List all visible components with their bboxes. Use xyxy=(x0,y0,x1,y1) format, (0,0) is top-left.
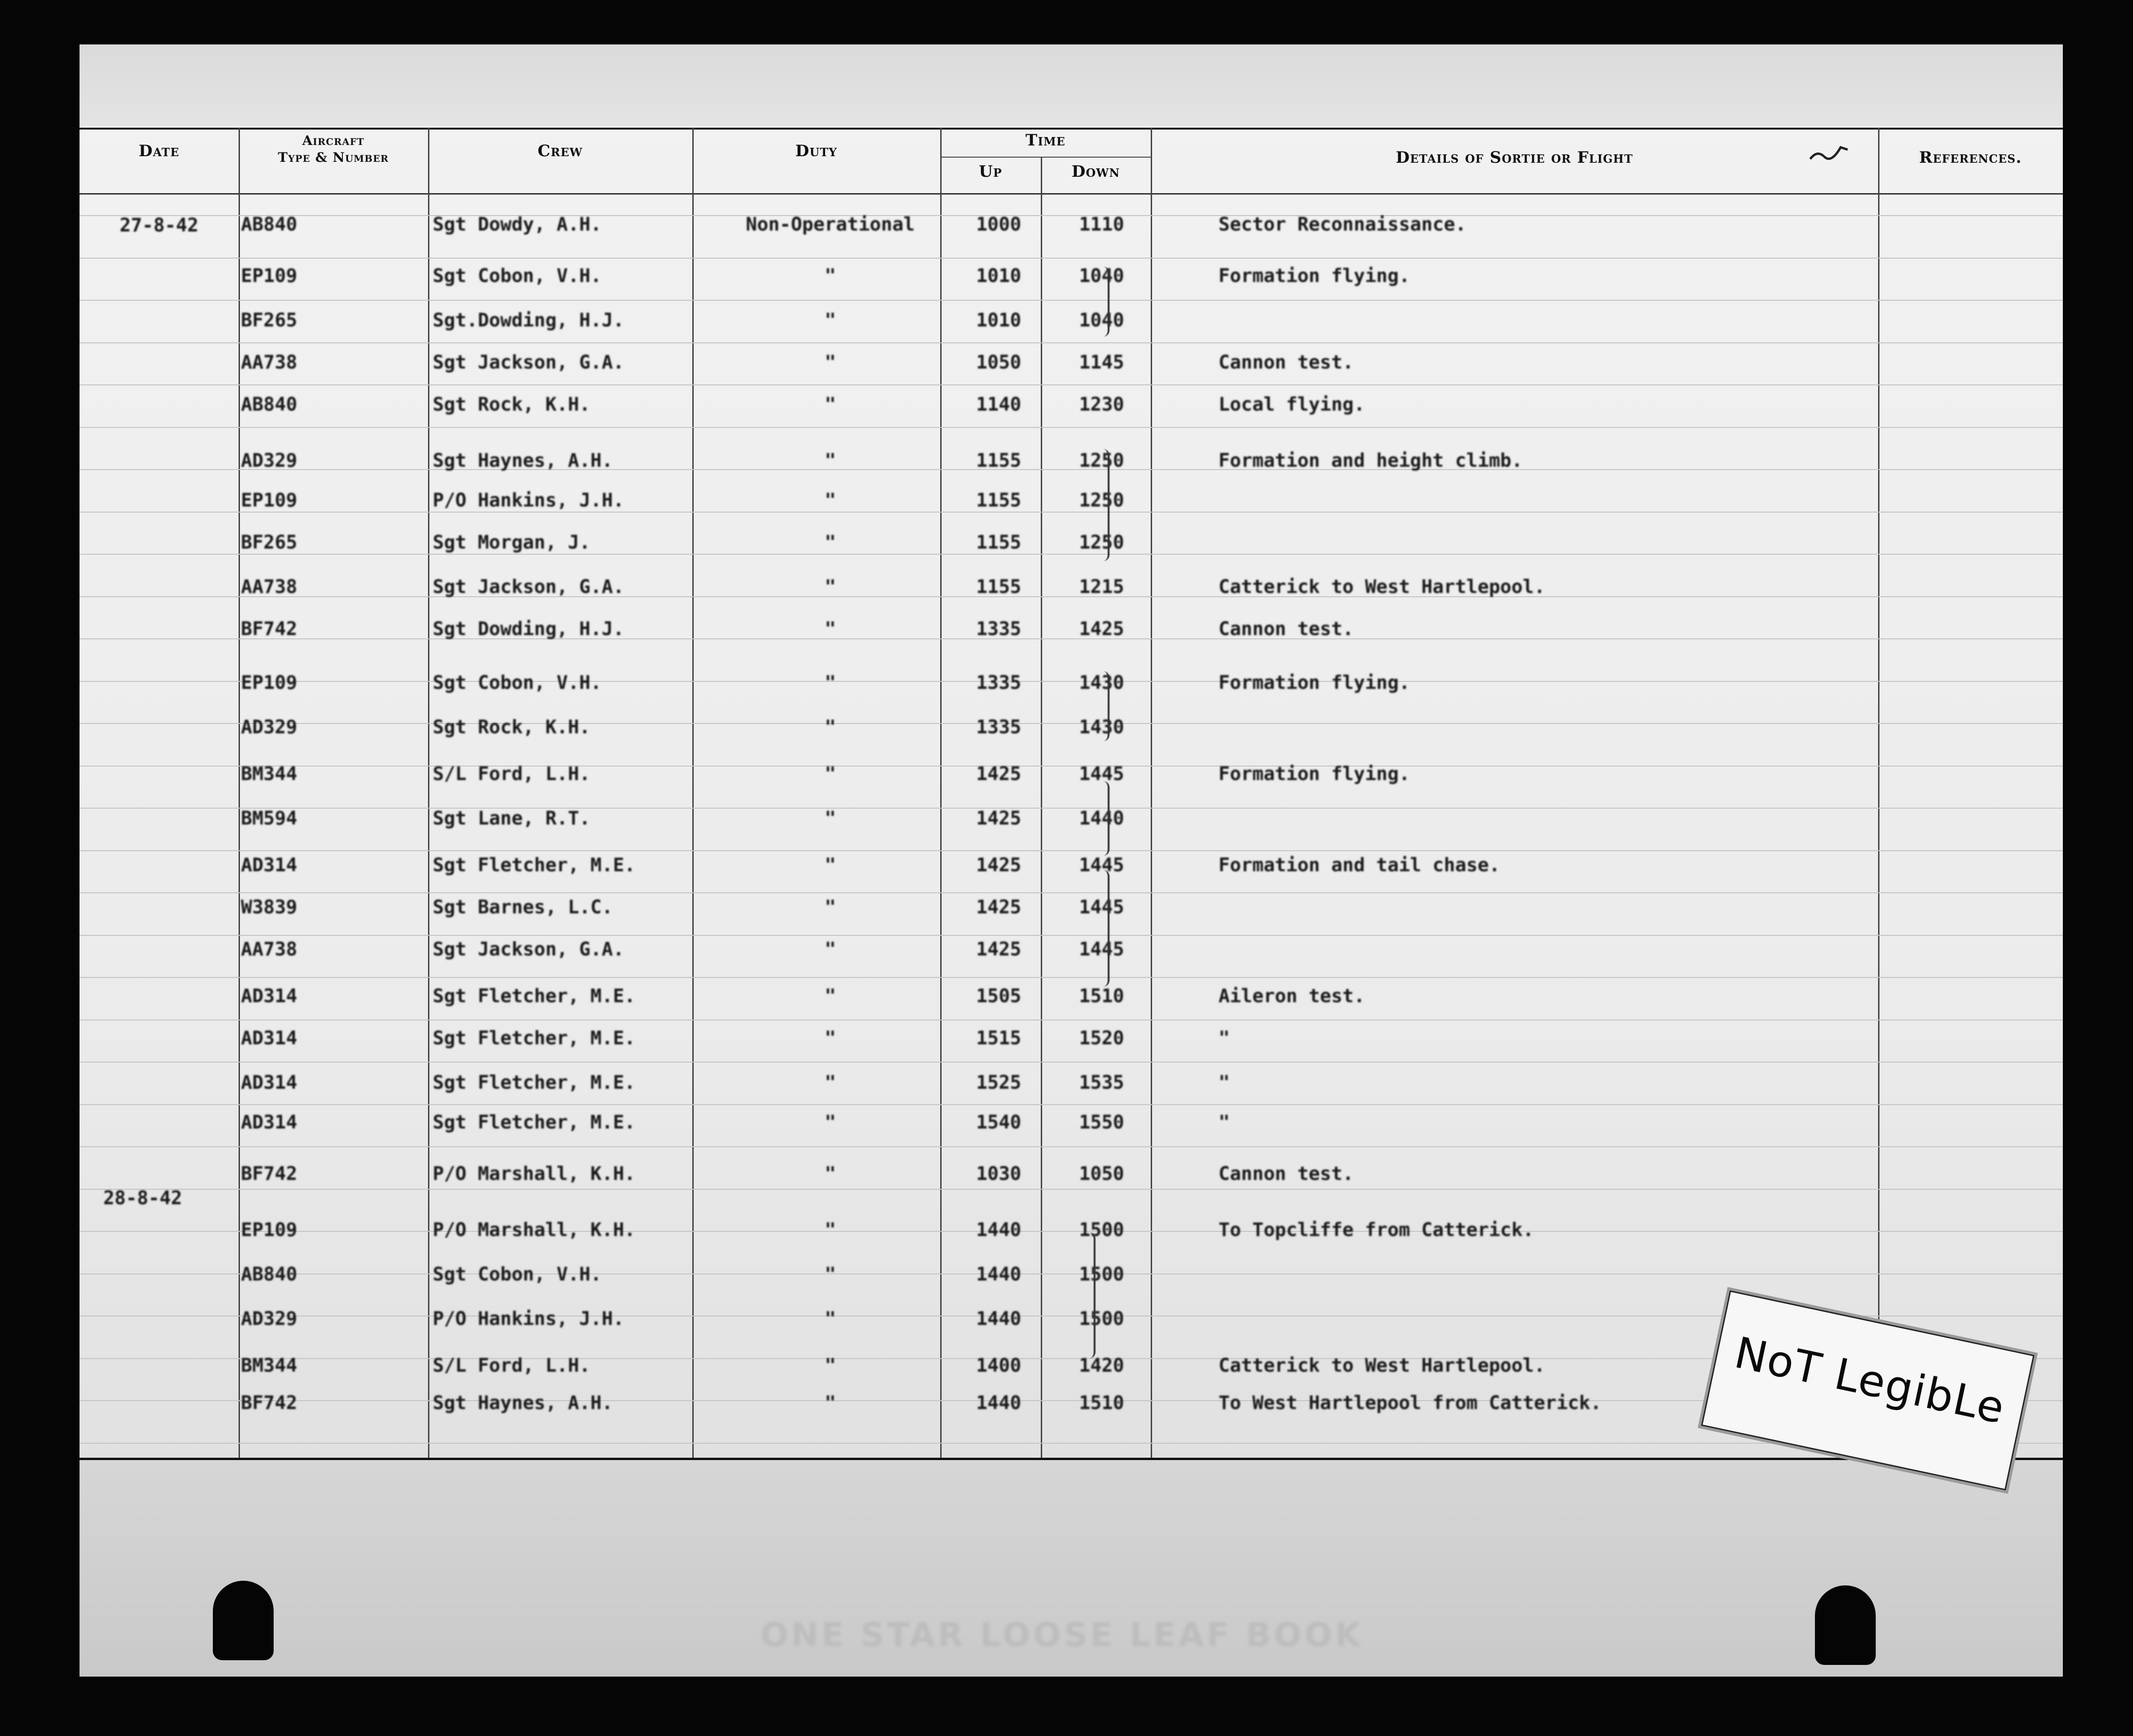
aircraft-cell: BM344 xyxy=(241,1355,297,1376)
time-up-cell: 1050 xyxy=(976,352,1022,373)
time-up-cell: 1000 xyxy=(976,214,1022,235)
time-down-cell: 1510 xyxy=(1079,985,1125,1007)
row-line xyxy=(80,384,2063,385)
time-down-cell: 1430 xyxy=(1079,672,1125,694)
duty-cell: " xyxy=(824,985,836,1007)
duty-cell: " xyxy=(824,1219,836,1241)
duty-cell: " xyxy=(824,310,836,331)
details-cell: Local flying. xyxy=(1219,394,1365,415)
aircraft-cell: BF742 xyxy=(241,1163,297,1185)
time-down-cell: 1250 xyxy=(1079,490,1125,511)
crew-cell: Sgt.Dowding, H.J. xyxy=(433,310,624,331)
crew-cell: Sgt Fletcher, M.E. xyxy=(433,1112,636,1133)
time-down-cell: 1420 xyxy=(1079,1355,1125,1376)
time-up-cell: 1515 xyxy=(976,1027,1022,1049)
crew-cell: Sgt Dowdy, A.H. xyxy=(433,214,602,235)
duty-cell: " xyxy=(824,1264,836,1285)
aircraft-cell: BF265 xyxy=(241,310,297,331)
date-cell: 27-8-42 xyxy=(119,215,199,236)
duty-cell: " xyxy=(824,265,836,287)
time-up-cell: 1525 xyxy=(976,1072,1022,1093)
aircraft-cell: EP109 xyxy=(241,490,297,511)
group-brace xyxy=(1099,267,1110,337)
header-up: Up xyxy=(979,162,1002,181)
time-up-cell: 1335 xyxy=(976,672,1022,694)
details-cell: Formation flying. xyxy=(1219,672,1410,694)
col-rule-details xyxy=(1878,128,1879,1459)
time-up-cell: 1440 xyxy=(976,1219,1022,1241)
time-up-cell: 1425 xyxy=(976,897,1022,918)
aircraft-cell: EP109 xyxy=(241,1219,297,1241)
row-line xyxy=(80,1443,2063,1444)
duty-cell: " xyxy=(824,1392,836,1414)
header-duty: Duty xyxy=(795,142,837,160)
crew-cell: Sgt Morgan, J. xyxy=(433,532,591,553)
header-crew: Crew xyxy=(537,142,583,160)
time-up-cell: 1440 xyxy=(976,1264,1022,1285)
group-brace xyxy=(1085,1232,1096,1359)
row-line xyxy=(80,342,2063,343)
time-up-cell: 1335 xyxy=(976,618,1022,640)
details-cell: Cannon test. xyxy=(1219,352,1354,373)
aircraft-cell: AD314 xyxy=(241,1072,297,1093)
row-line xyxy=(80,258,2063,259)
time-up-cell: 1425 xyxy=(976,939,1022,960)
time-up-cell: 1440 xyxy=(976,1392,1022,1414)
aircraft-cell: AD314 xyxy=(241,985,297,1007)
crew-cell: Sgt Rock, K.H. xyxy=(433,716,591,738)
row-line xyxy=(80,1189,2063,1190)
row-line xyxy=(80,850,2063,851)
aircraft-cell: AD329 xyxy=(241,450,297,471)
header-time: Time xyxy=(1025,131,1066,150)
time-up-cell: 1010 xyxy=(976,310,1022,331)
header-references: References. xyxy=(1919,148,2022,167)
aircraft-cell: BF742 xyxy=(241,618,297,640)
duty-cell: " xyxy=(824,672,836,694)
row-line xyxy=(80,1146,2063,1147)
crew-cell: Sgt Jackson, G.A. xyxy=(433,939,624,960)
aircraft-cell: EP109 xyxy=(241,265,297,287)
time-up-cell: 1505 xyxy=(976,985,1022,1007)
time-up-cell: 1155 xyxy=(976,532,1022,553)
duty-cell: " xyxy=(824,352,836,373)
time-down-cell: 1445 xyxy=(1079,763,1125,785)
time-down-cell: 1440 xyxy=(1079,808,1125,829)
crew-cell: Sgt Jackson, G.A. xyxy=(433,576,624,598)
time-down-cell: 1500 xyxy=(1079,1219,1125,1241)
details-cell: Catterick to West Hartlepool. xyxy=(1219,576,1545,598)
time-down-cell: 1250 xyxy=(1079,450,1125,471)
crew-cell: Sgt Lane, R.T. xyxy=(433,808,591,829)
details-cell: To West Hartlepool from Catterick. xyxy=(1219,1392,1602,1414)
aircraft-cell: AB840 xyxy=(241,394,297,415)
duty-cell: " xyxy=(824,716,836,738)
duty-cell: " xyxy=(824,490,836,511)
time-up-cell: 1155 xyxy=(976,490,1022,511)
duty-cell: " xyxy=(824,1112,836,1133)
aircraft-cell: AD314 xyxy=(241,1112,297,1133)
crew-cell: Sgt Rock, K.H. xyxy=(433,394,591,415)
row-line xyxy=(80,977,2063,978)
crew-cell: P/O Marshall, K.H. xyxy=(433,1163,636,1185)
row-line xyxy=(80,935,2063,936)
time-down-cell: 1500 xyxy=(1079,1308,1125,1330)
date-cell: 28-8-42 xyxy=(103,1187,182,1209)
time-down-cell: 1040 xyxy=(1079,265,1125,287)
duty-cell: " xyxy=(824,1355,836,1376)
col-rule-date xyxy=(239,128,240,1459)
crew-cell: P/O Hankins, J.H. xyxy=(433,1308,624,1330)
details-cell: " xyxy=(1219,1072,1230,1093)
time-up-cell: 1425 xyxy=(976,808,1022,829)
duty-cell: Non-Operational xyxy=(746,214,915,235)
time-down-cell: 1445 xyxy=(1079,854,1125,876)
time-down-cell: 1445 xyxy=(1079,939,1125,960)
aircraft-cell: AD329 xyxy=(241,1308,297,1330)
table-bottom-rule xyxy=(80,1458,2063,1460)
check-mark-icon xyxy=(1808,140,1850,164)
header-down: Down xyxy=(1071,162,1120,181)
time-up-cell: 1010 xyxy=(976,265,1022,287)
time-up-cell: 1155 xyxy=(976,450,1022,471)
time-down-cell: 1230 xyxy=(1079,394,1125,415)
time-subheader-rule xyxy=(940,157,1151,158)
time-down-cell: 1050 xyxy=(1079,1163,1125,1185)
footer-imprint: ONE STAR LOOSE LEAF BOOK xyxy=(760,1616,1364,1654)
time-down-cell: 1445 xyxy=(1079,897,1125,918)
details-cell: Sector Reconnaissance. xyxy=(1219,214,1466,235)
aircraft-cell: BF265 xyxy=(241,532,297,553)
aircraft-cell: AA738 xyxy=(241,576,297,598)
duty-cell: " xyxy=(824,576,836,598)
details-cell: Catterick to West Hartlepool. xyxy=(1219,1355,1545,1376)
crew-cell: Sgt Jackson, G.A. xyxy=(433,352,624,373)
aircraft-cell: AD314 xyxy=(241,854,297,876)
crew-cell: Sgt Cobon, V.H. xyxy=(433,265,602,287)
time-down-cell: 1550 xyxy=(1079,1112,1125,1133)
aircraft-cell: EP109 xyxy=(241,672,297,694)
aircraft-cell: AA738 xyxy=(241,939,297,960)
time-down-cell: 1510 xyxy=(1079,1392,1125,1414)
time-up-cell: 1140 xyxy=(976,394,1022,415)
crew-cell: P/O Marshall, K.H. xyxy=(433,1219,636,1241)
details-cell: " xyxy=(1219,1027,1230,1049)
row-line xyxy=(80,892,2063,893)
duty-cell: " xyxy=(824,618,836,640)
time-down-cell: 1110 xyxy=(1079,214,1125,235)
crew-cell: Sgt Cobon, V.H. xyxy=(433,672,602,694)
row-line xyxy=(80,1062,2063,1063)
aircraft-cell: AD329 xyxy=(241,716,297,738)
details-cell: Cannon test. xyxy=(1219,618,1354,640)
time-down-cell: 1535 xyxy=(1079,1072,1125,1093)
time-down-cell: 1520 xyxy=(1079,1027,1125,1049)
details-cell: To Topcliffe from Catterick. xyxy=(1219,1219,1534,1241)
aircraft-cell: BM594 xyxy=(241,808,297,829)
details-cell: Formation and height climb. xyxy=(1219,450,1523,471)
time-down-cell: 1500 xyxy=(1079,1264,1125,1285)
header-bottom-rule xyxy=(80,193,2063,195)
duty-cell: " xyxy=(824,763,836,785)
duty-cell: " xyxy=(824,939,836,960)
crew-cell: Sgt Fletcher, M.E. xyxy=(433,1072,636,1093)
details-cell: Cannon test. xyxy=(1219,1163,1354,1185)
details-cell: Formation and tail chase. xyxy=(1219,854,1501,876)
time-down-cell: 1040 xyxy=(1079,310,1125,331)
header-date: Date xyxy=(138,142,180,160)
aircraft-cell: BM344 xyxy=(241,763,297,785)
group-brace xyxy=(1099,870,1110,987)
time-up-cell: 1440 xyxy=(976,1308,1022,1330)
crew-cell: Sgt Fletcher, M.E. xyxy=(433,1027,636,1049)
details-cell: Formation flying. xyxy=(1219,265,1410,287)
duty-cell: " xyxy=(824,808,836,829)
group-brace xyxy=(1099,449,1110,561)
time-down-cell: 1145 xyxy=(1079,352,1125,373)
group-brace xyxy=(1099,781,1110,856)
time-down-cell: 1425 xyxy=(1079,618,1125,640)
duty-cell: " xyxy=(824,1308,836,1330)
group-brace xyxy=(1099,671,1110,741)
time-up-cell: 1030 xyxy=(976,1163,1022,1185)
time-down-cell: 1430 xyxy=(1079,716,1125,738)
binder-hole-left xyxy=(213,1581,274,1660)
row-line xyxy=(80,300,2063,301)
duty-cell: " xyxy=(824,854,836,876)
time-up-cell: 1425 xyxy=(976,763,1022,785)
details-cell: Aileron test. xyxy=(1219,985,1365,1007)
aircraft-cell: AB840 xyxy=(241,1264,297,1285)
duty-cell: " xyxy=(824,394,836,415)
row-line xyxy=(80,427,2063,428)
details-cell: " xyxy=(1219,1112,1230,1133)
crew-cell: Sgt Fletcher, M.E. xyxy=(433,985,636,1007)
header-aircraft-line2: Type & Number xyxy=(277,150,389,165)
crew-cell: Sgt Haynes, A.H. xyxy=(433,450,613,471)
duty-cell: " xyxy=(824,532,836,553)
duty-cell: " xyxy=(824,450,836,471)
time-up-cell: 1540 xyxy=(976,1112,1022,1133)
aircraft-cell: W3839 xyxy=(241,897,297,918)
time-down-cell: 1215 xyxy=(1079,576,1125,598)
duty-cell: " xyxy=(824,1163,836,1185)
row-line xyxy=(80,1104,2063,1105)
header-details: Details of Sortie or Flight xyxy=(1395,148,1633,167)
duty-cell: " xyxy=(824,1027,836,1049)
crew-cell: S/L Ford, L.H. xyxy=(433,763,591,785)
crew-cell: P/O Hankins, J.H. xyxy=(433,490,624,511)
aircraft-cell: AB840 xyxy=(241,214,297,235)
aircraft-cell: AD314 xyxy=(241,1027,297,1049)
time-up-cell: 1335 xyxy=(976,716,1022,738)
aircraft-cell: BF742 xyxy=(241,1392,297,1414)
duty-cell: " xyxy=(824,1072,836,1093)
header-top-rule xyxy=(80,128,2063,130)
time-down-cell: 1250 xyxy=(1079,532,1125,553)
binder-hole-right xyxy=(1815,1585,1876,1665)
crew-cell: Sgt Dowding, H.J. xyxy=(433,618,624,640)
stamp-text: NoT LegibLe xyxy=(1730,1327,2010,1434)
time-up-cell: 1425 xyxy=(976,854,1022,876)
crew-cell: Sgt Fletcher, M.E. xyxy=(433,854,636,876)
header-aircraft-line1: Aircraft xyxy=(302,133,364,148)
crew-cell: Sgt Haynes, A.H. xyxy=(433,1392,613,1414)
page-top-margin xyxy=(80,44,2063,126)
crew-cell: S/L Ford, L.H. xyxy=(433,1355,591,1376)
crew-cell: Sgt Cobon, V.H. xyxy=(433,1264,602,1285)
aircraft-cell: AA738 xyxy=(241,352,297,373)
time-up-cell: 1400 xyxy=(976,1355,1022,1376)
duty-cell: " xyxy=(824,897,836,918)
details-cell: Formation flying. xyxy=(1219,763,1410,785)
crew-cell: Sgt Barnes, L.C. xyxy=(433,897,613,918)
time-up-cell: 1155 xyxy=(976,576,1022,598)
